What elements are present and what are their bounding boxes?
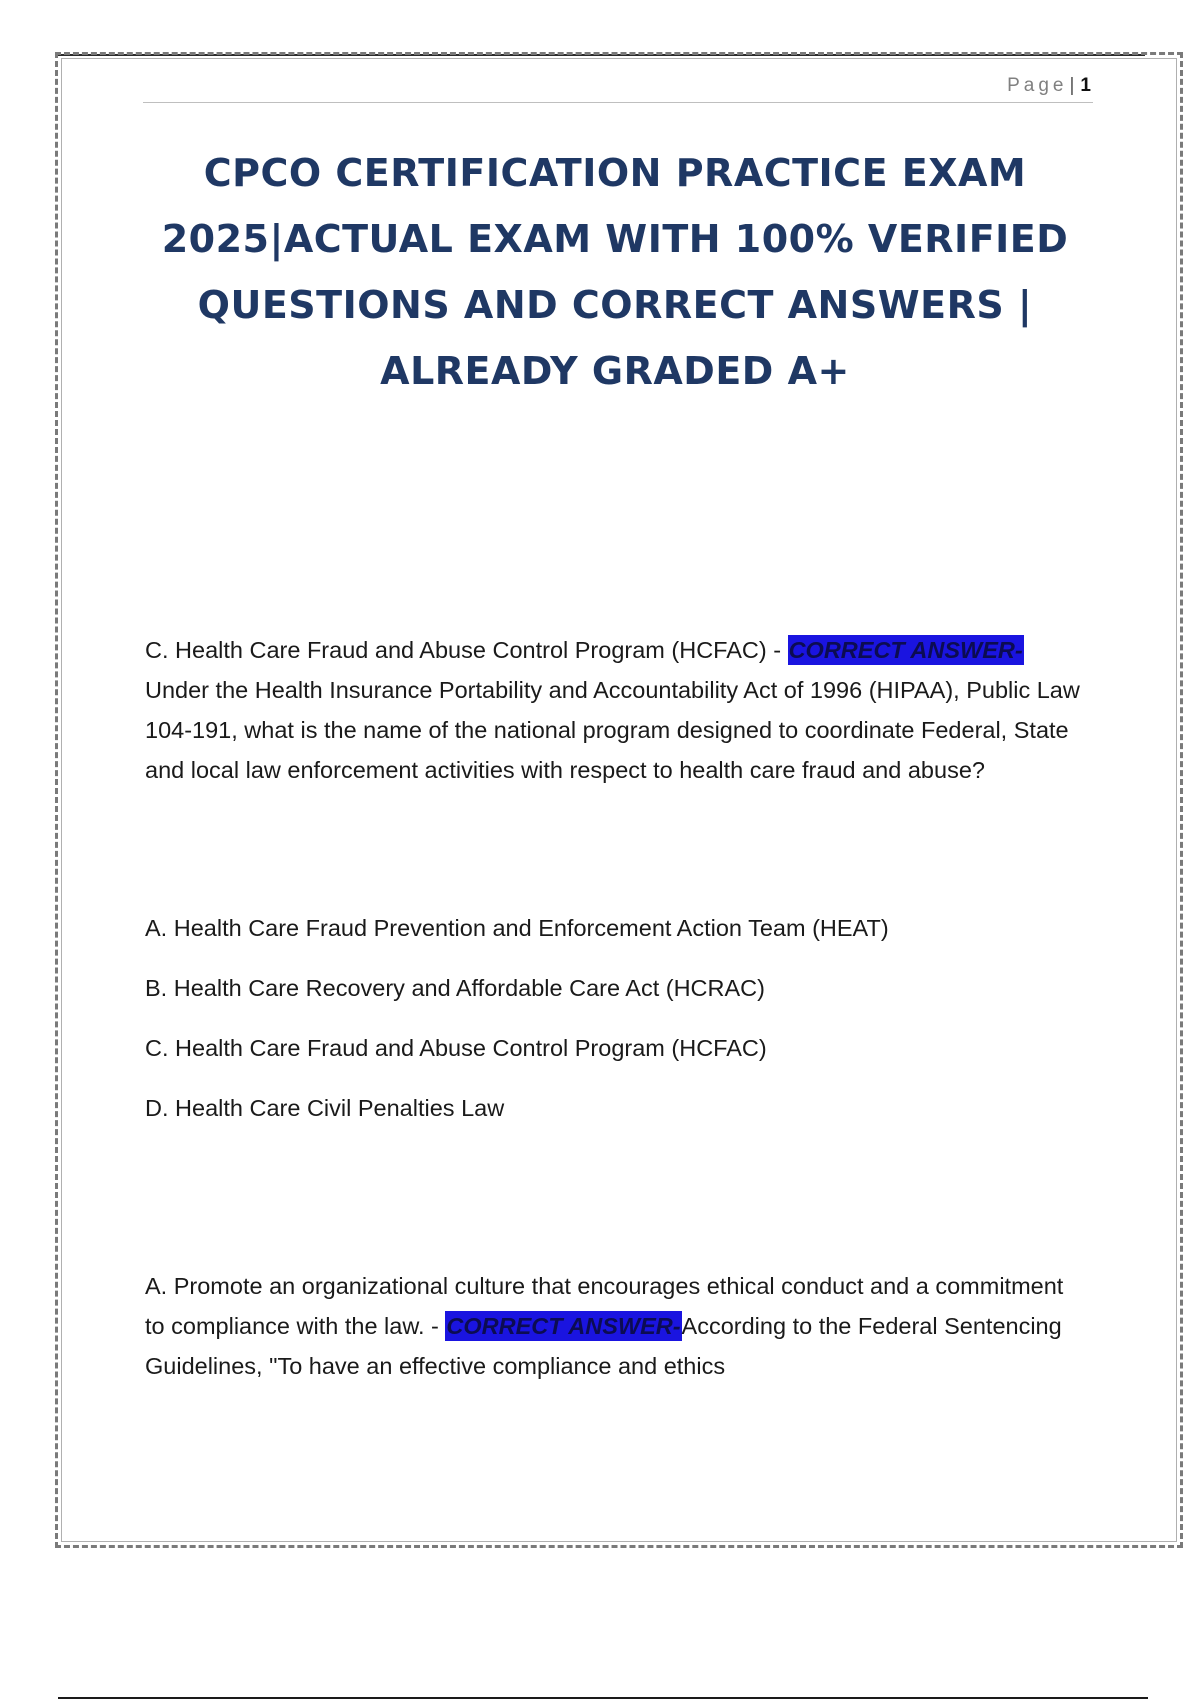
option-d: D. Health Care Civil Penalties Law xyxy=(145,1095,505,1121)
option-a: A. Health Care Fraud Prevention and Enforcement Action Team (HEAT) xyxy=(145,915,889,941)
page-header xyxy=(143,72,1093,103)
page-separator: | xyxy=(1069,75,1075,96)
question-2-answer: A. Promote an organizational culture that encourages ethical conduct and a commitment to compliance with the law. - xyxy=(145,1273,1064,1339)
question-1 xyxy=(145,630,1085,790)
document-title: CPCO CERTIFICATION PRACTICE EXAM 2025|ACTUAL EXAM WITH 100% VERIFIED QUESTIONS AND CORRECT ANSWERS | ALREADY GRADED A+ xyxy=(161,151,1069,393)
question-1-answer: C. Health Care Fraud and Abuse Control Program (HCFAC) - xyxy=(145,637,788,663)
correct-answer-marker: CORRECT ANSWER- xyxy=(446,1313,681,1339)
question-2 xyxy=(145,1266,1085,1386)
page-label: Page xyxy=(1007,75,1068,96)
option-c: C. Health Care Fraud and Abuse Control Program (HCFAC) xyxy=(145,1035,767,1061)
page-number xyxy=(1007,75,1091,97)
correct-answer-marker: CORRECT ANSWER- xyxy=(788,637,1023,663)
question-1-text: Under the Health Insurance Portability and Accountability Act of 1996 (HIPAA), Public Law 104-191, what is the name of the national program designed to coordinate Federal, State and local law enforcement activities with respect to health care fraud and abuse? xyxy=(145,677,1080,783)
bottom-border-line xyxy=(58,1697,1148,1699)
option-b: B. Health Care Recovery and Affordable Care Act (HCRAC) xyxy=(145,975,765,1001)
answer-options-list xyxy=(145,908,1085,1148)
page-number-value: 1 xyxy=(1080,75,1091,96)
question-2-text: According to the Federal Sentencing Guidelines, "To have an effective compliance and ethics xyxy=(145,1313,1062,1379)
